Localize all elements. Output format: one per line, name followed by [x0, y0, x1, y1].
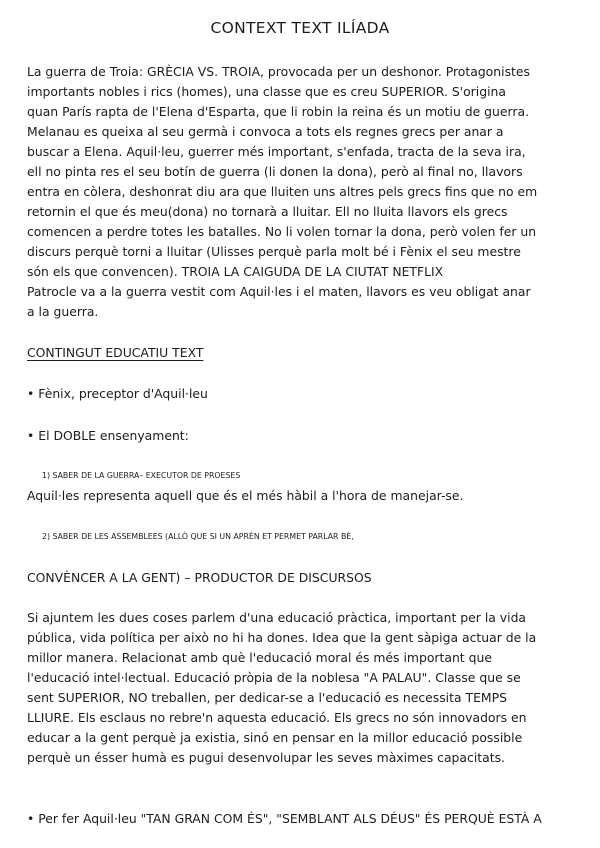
bullet-item: • El DOBLE ensenyament:: [27, 428, 189, 443]
context-line: discurs perquè torni a lluitar (Ulisses perquè parla molt bé i Fènix el seu mestre: [27, 244, 521, 259]
numbered-item: 2) SABER DE LES ASSEMBLEES (ALLÒ QUE SI UN APRÈN ET PERMET PARLAR BÉ,: [42, 532, 354, 541]
numbered-item: 1) SABER DE LA GUERRA– EXECUTOR DE PROESES: [42, 471, 241, 480]
summary-line: pública, vida política per això no hi ha dones. Idea que la gent sàpiga actuar de la: [27, 630, 537, 645]
context-line: importants nobles i rics (homes), una classe que es creu SUPERIOR. S'origina: [27, 84, 506, 99]
context-line: ell no pinta res el seu botín de guerra (li donen la dona), però al final no, llavors: [27, 164, 523, 179]
context-line: Patrocle va a la guerra vestit com Aquil·les i el maten, llavors es veu obligat anar: [27, 284, 531, 299]
context-line: buscar a Elena. Aquil·leu, guerrer més important, s'enfada, tracta de la seva ira,: [27, 144, 526, 159]
summary-line: perquè un ésser humà es pugui desenvolupar les seves màximes capacitats.: [27, 750, 505, 765]
summary-line: LLIURE. Els esclaus no rebre'n aquesta educació. Els grecs no són innovadors en: [27, 710, 527, 725]
summary-line: sent SUPERIOR, NO treballen, per dedicar-se a l'educació es necessita TEMPS: [27, 690, 507, 705]
document-title: CONTEXT TEXT ILÍADA: [210, 19, 390, 37]
item-description: Aquil·les representa aquell que és el més hàbil a l'hora de manejar-se.: [27, 488, 464, 503]
context-line: quan París rapta de l'Elena d'Esparta, que li robin la reina és un motiu de guerra.: [27, 104, 530, 119]
context-line: a la guerra.: [27, 304, 99, 319]
section-heading: CONTINGUT EDUCATIU TEXT: [27, 345, 204, 360]
context-line: són els que convencen). TROIA LA CAIGUDA DE LA CIUTAT NETFLIX: [27, 264, 444, 279]
context-line: comencen a perdre totes les batalles. No li volen tornar la dona, però volen fer un: [27, 224, 537, 239]
summary-line: Si ajuntem les dues coses parlem d'una educació pràctica, important per la vida: [27, 610, 527, 625]
bullet-item: • Per fer Aquil·leu "TAN GRAN COM ÉS", "SEMBLANT ALS DÉUS" ÉS PERQUÈ ESTÀ A: [27, 811, 542, 826]
summary-line: educar a la gent perquè ja existia, sinó en pensar en la millor educació possible: [27, 730, 523, 745]
context-line: Melanau es queixa al seu germà i convoca a tots els regnes grecs per anar a: [27, 124, 504, 139]
context-line: entra en còlera, deshonrat diu ara que lluiten uns altres pels grecs fins que no em: [27, 184, 538, 199]
item-continuation: CONVÈNCER A LA GENT) – PRODUCTOR DE DISCURSOS: [27, 570, 372, 585]
summary-line: millor manera. Relacionat amb què l'educació moral és més important que: [27, 650, 492, 665]
context-line: La guerra de Troia: GRÈCIA VS. TROIA, provocada per un deshonor. Protagonistes: [27, 64, 530, 79]
summary-line: l'educació intel·lectual. Educació pròpia de la noblesa "A PALAU". Classe que se: [27, 670, 521, 685]
bullet-item: • Fènix, preceptor d'Aquil·leu: [27, 386, 208, 401]
context-line: retornin el que és meu(dona) no tornarà a lluitar. Ell no lluita llavors els grecs: [27, 204, 508, 219]
